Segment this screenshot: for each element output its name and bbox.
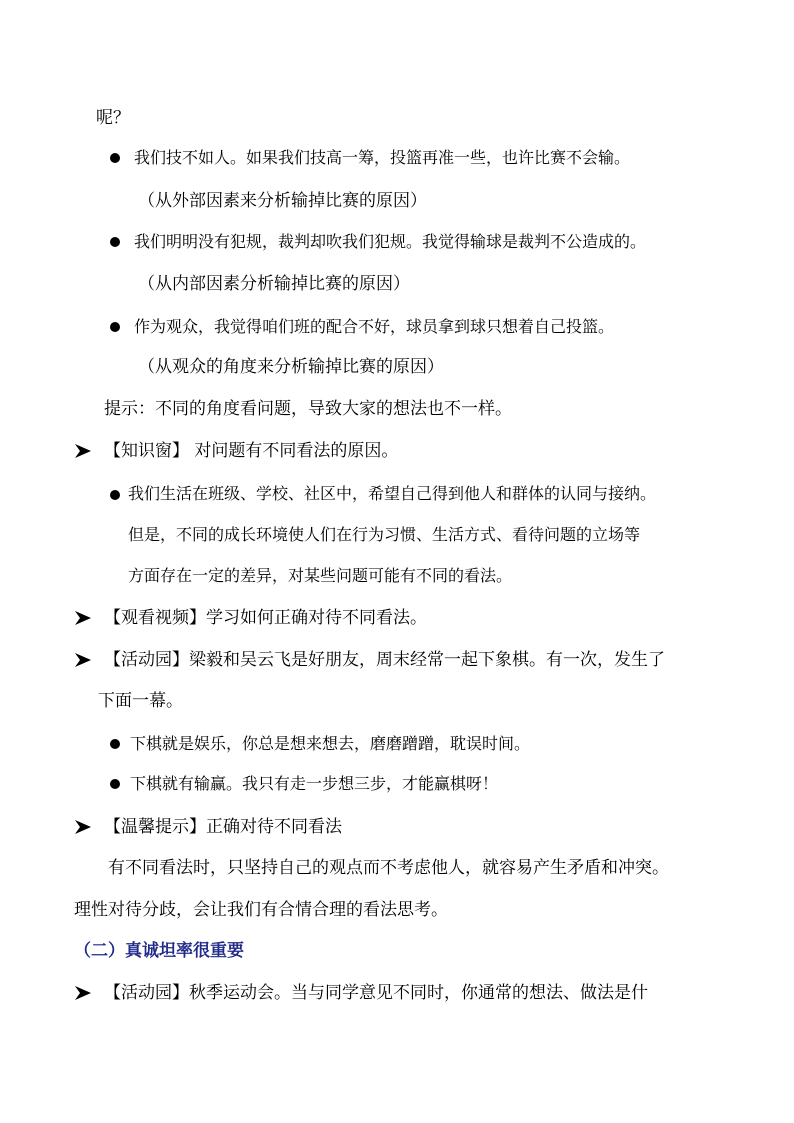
list-item-text-continued: 但是，不同的成长环境使人们在行为习惯、生活方式、看待问题的立场等 <box>128 525 641 544</box>
list-item-note: （从观众的角度来分析输掉比赛的原因） <box>138 357 444 377</box>
paragraph-line: 理性对待分歧，会让我们有合情合理的看法思考。 <box>74 900 448 920</box>
activity-heading: 【活动园】梁毅和吴云飞是好朋友，周末经常一起下象棋。有一次，发生了 <box>104 650 665 670</box>
activity-text-continued: 下面一幕。 <box>98 691 183 711</box>
watch-video-heading: 【观看视频】学习如何正确对待不同看法。 <box>104 608 427 628</box>
bullet-dot-icon <box>110 322 120 332</box>
bullet-dot-icon <box>110 779 120 789</box>
arrow-bullet-icon <box>74 652 92 668</box>
list-item-text: 我们明明没有犯规，裁判却吹我们犯规。我觉得输球是裁判不公造成的。 <box>134 232 647 251</box>
bullet-dot-icon <box>110 490 120 500</box>
bullet-dot-icon <box>110 739 120 749</box>
list-item-note: （从外部因素来分析输掉比赛的原因） <box>138 191 427 211</box>
list-item-text-continued: 方面存在一定的差异，对某些问题可能有不同的看法。 <box>128 566 513 585</box>
bullet-dot-icon <box>110 153 120 163</box>
list-item-text: 下棋就有输赢。我只有走一步想三步，才能赢棋呀！ <box>130 774 499 793</box>
list-item-text: 下棋就是娱乐，你总是想来想去，磨磨蹭蹭，耽误时间。 <box>130 734 531 753</box>
list-item-text: 作为观众，我觉得咱们班的配合不好，球员拿到球只想着自己投篮。 <box>134 317 615 336</box>
arrow-bullet-icon <box>74 443 92 459</box>
text-line-continuation: 呢？ <box>96 108 130 128</box>
list-item-text: 我们技不如人。如果我们技高一筹，投篮再准一些，也许比赛不会输。 <box>134 148 631 167</box>
arrow-bullet-icon <box>74 610 92 626</box>
list-item-note: （从内部因素分析输掉比赛的原因） <box>138 274 410 294</box>
arrow-bullet-icon <box>74 985 92 1001</box>
knowledge-window-heading: 【知识窗】 对问题有不同看法的原因。 <box>104 441 399 461</box>
activity-heading: 【活动园】秋季运动会。当与同学意见不同时，你通常的想法、做法是什 <box>104 983 648 1003</box>
warm-tip-heading: 【温馨提示】正确对待不同看法 <box>104 817 342 837</box>
arrow-bullet-icon <box>74 819 92 835</box>
hint-text: 提示：不同的角度看问题，导致大家的想法也不一样。 <box>104 399 512 419</box>
bullet-dot-icon <box>110 237 120 247</box>
paragraph-line: 有不同看法时，只坚持自己的观点而不考虑他人，就容易产生矛盾和冲突。 <box>108 858 669 878</box>
section-title: （二）真诚坦率很重要 <box>74 941 244 961</box>
list-item-text: 我们生活在班级、学校、社区中，希望自己得到他人和群体的认同与接纳。 <box>128 484 657 503</box>
